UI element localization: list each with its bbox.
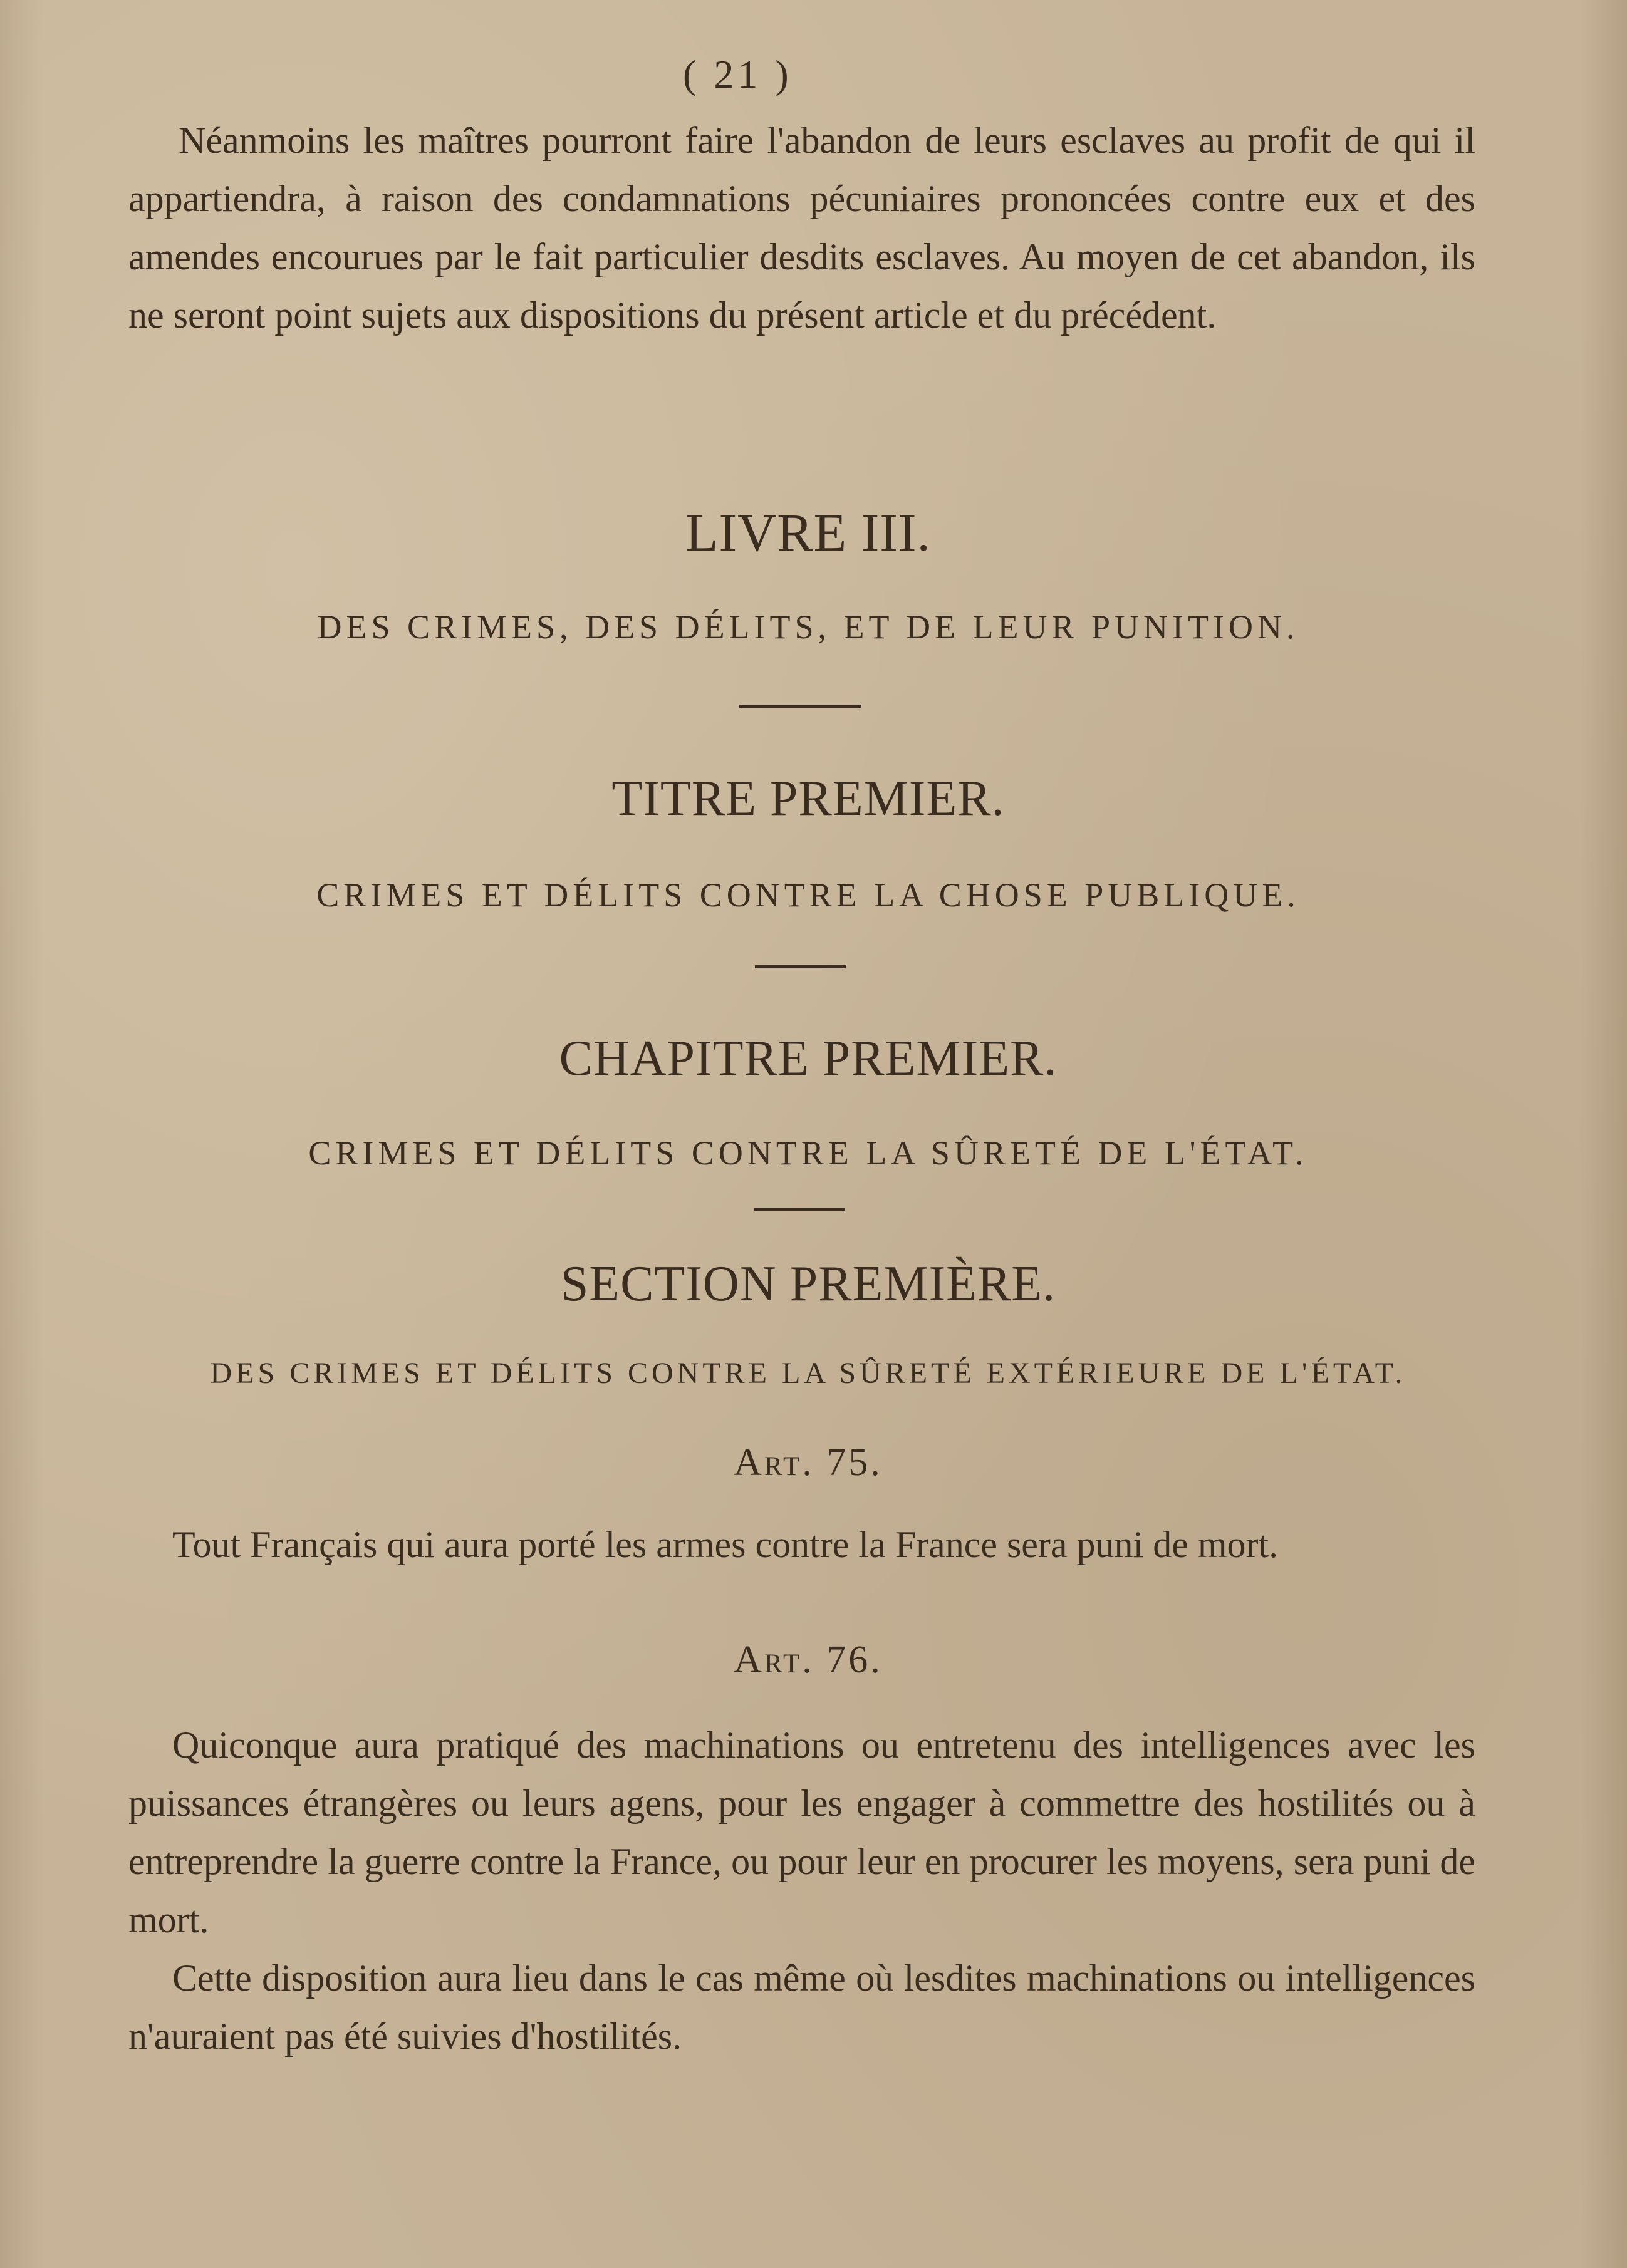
livre-title: LIVRE III. bbox=[685, 502, 932, 562]
article-heading: Art. 76. bbox=[734, 1639, 883, 1681]
intro-paragraph-block bbox=[128, 111, 1475, 344]
titre-title: TITRE PREMIER. bbox=[611, 771, 1005, 826]
article-body bbox=[128, 1716, 1475, 2066]
article-paragraph: Quiconque aura pratiqué des machinations ou entretenu des intelligences avec les puissances étrangères ou leurs agens, pour les engager à commettre des hostilités ou à entreprendre la guerre contre la France, ou pour leur en procurer les moyens, sera puni de mort. bbox=[128, 1724, 1475, 1940]
article-paragraph: Tout Français qui aura porté les armes contre la France sera puni de mort. bbox=[172, 1524, 1279, 1565]
page-number: ( 21 ) bbox=[683, 52, 793, 96]
article-paragraph: Cette disposition aura lieu dans le cas même où lesdites machinations ou intelligences n'auraient pas été suivies d'hostilités. bbox=[128, 1957, 1475, 2057]
section-title: SECTION PREMIÈRE. bbox=[560, 1256, 1056, 1312]
section-divider bbox=[755, 965, 846, 968]
article-body bbox=[128, 1516, 1475, 1574]
section-divider bbox=[754, 1208, 845, 1211]
titre-subtitle: CRIMES ET DÉLITS CONTRE LA CHOSE PUBLIQUE. bbox=[316, 876, 1300, 914]
livre-subtitle: DES CRIMES, DES DÉLITS, ET DE LEUR PUNITION. bbox=[317, 608, 1299, 646]
chapitre-title: CHAPITRE PREMIER. bbox=[559, 1031, 1058, 1086]
article-heading: Art. 75. bbox=[734, 1441, 883, 1484]
chapitre-subtitle: CRIMES ET DÉLITS CONTRE LA SÛRETÉ DE L'ÉTAT. bbox=[308, 1134, 1308, 1172]
section-divider bbox=[739, 705, 861, 708]
section-subtitle: DES CRIMES ET DÉLITS CONTRE LA SÛRETÉ EXTÉRIEURE DE L'ÉTAT. bbox=[210, 1357, 1406, 1390]
intro-paragraph: Néanmoins les maîtres pourront faire l'abandon de leurs esclaves au profit de qui il appartiendra, à raison des condamnations pécuniaires prononcées contre eux et des amendes encourues par le fait particulier desdits esclaves. Au moyen de cet abandon, ils ne seront point sujets aux dispositions du présent article et du précédent. bbox=[128, 120, 1475, 336]
